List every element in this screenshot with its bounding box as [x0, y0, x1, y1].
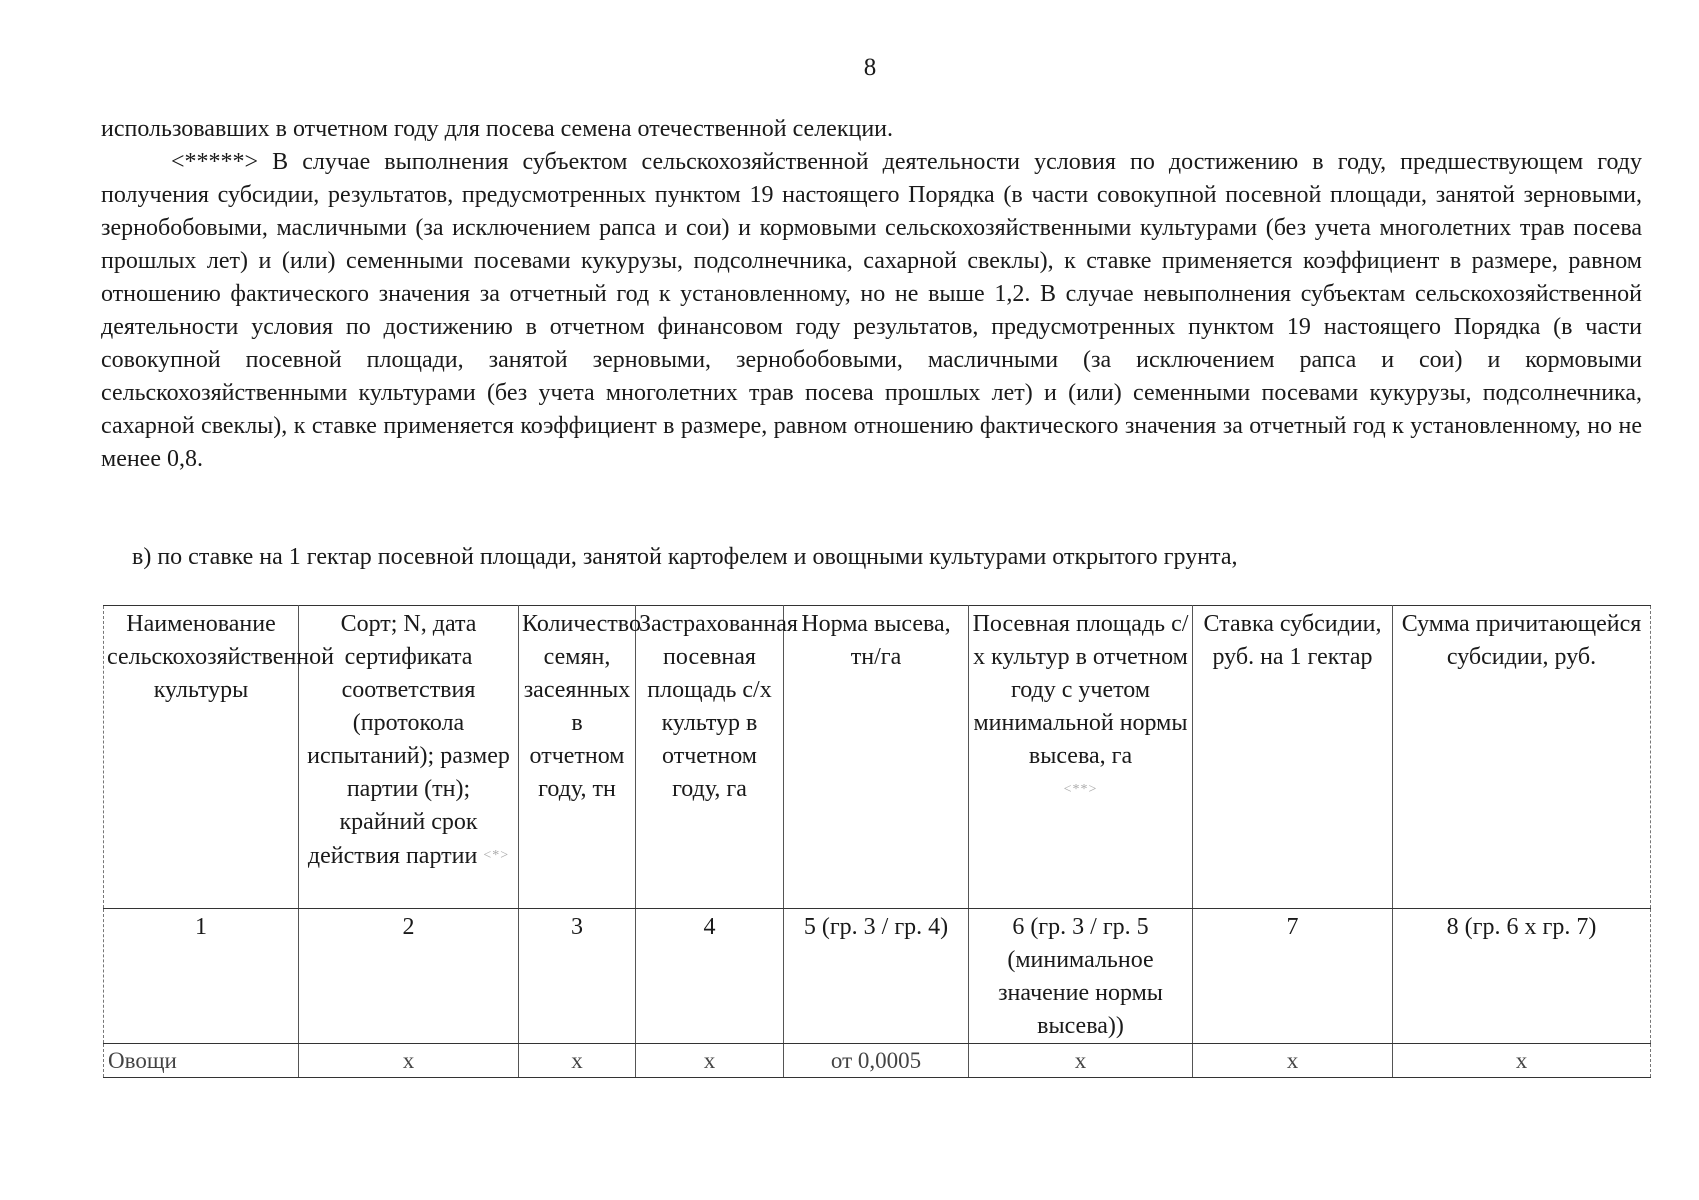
- column-numbers-row: [104, 909, 1651, 1044]
- header-subsidy-amount: Сумма причитающейся субсидии, руб.: [1393, 606, 1651, 909]
- header-subsidy-rate: Ставка субсидии, руб. на 1 гектар: [1193, 606, 1393, 909]
- paragraph-continuation: использовавших в отчетном году для посева семена отечественной селекции.: [101, 116, 894, 142]
- header-crop-name: Наименование сельскохозяйственной культуры: [104, 606, 299, 909]
- cell-variety: х: [299, 1044, 519, 1078]
- header-insured-area: Застрахованная посевная площадь с/х культур в отчетном году, га: [636, 606, 784, 909]
- footnote-mark: <*>: [483, 848, 510, 863]
- header-sown-area: Посевная площадь с/х культур в отчетном году с учетом минимальной нормы высева, га <**>: [969, 606, 1193, 909]
- header-variety: Сорт; N, дата сертификата соответствия (протокола испытаний); размер партии (тн); крайний срок действия партии <*>: [299, 606, 519, 909]
- column-number: 7: [1193, 909, 1393, 1044]
- column-number: 4: [636, 909, 784, 1044]
- table-header-row: [104, 606, 1651, 909]
- cell-seeding-rate: от 0,0005: [784, 1044, 969, 1078]
- table-row: [104, 1044, 1651, 1078]
- header-seeding-rate: Норма высева, тн/га: [784, 606, 969, 909]
- subsidy-table: [103, 605, 1651, 1078]
- cell-rate: х: [1193, 1044, 1393, 1078]
- column-number: 3: [519, 909, 636, 1044]
- cell-amount: х: [1393, 1044, 1651, 1078]
- column-number: 6 (гр. 3 / гр. 5 (минимальное значение нормы высева)): [969, 909, 1193, 1044]
- cell-seed-amount: х: [519, 1044, 636, 1078]
- header-seed-amount: Количество семян, засеянных в отчетном году, тн: [519, 606, 636, 909]
- page-number: 8: [863, 54, 877, 81]
- cell-insured-area: х: [636, 1044, 784, 1078]
- column-number: 8 (гр. 6 х гр. 7): [1393, 909, 1651, 1044]
- footnote-mark: <**>: [1063, 782, 1098, 797]
- paragraph-coefficient-footnote: <*****> В случае выполнения субъектом сельскохозяйственной деятельности условия по достижению в году, предшествующем году получения субсидии, результатов, предусмотренных пунктом 19 настоящего Порядка (в части совокупной посевной площади, занятой зерновыми, зернобобовыми, масличными (за исключением рапса и сои) и кормовыми сельскохозяйственными культурами (без учета многолетних трав посева прошлых лет) и (или) семенными посевами кукурузы, подсолнечника, сахарной свеклы), к ставке применяется коэффициент в размере, равном отношению фактического значения за отчетный год к установленному, но не выше 1,2. В случае невыполнения субъектам сельскохозяйственной деятельности условия по достижению в отчетном финансовом году результатов, предусмотренных пунктом 19 настоящего Порядка (в части совокупной посевной площади, занятой зерновыми, зернобобовыми, масличными (за исключением рапса и сои) и кормовыми сельскохозяйственными культурами (без учета многолетних трав посева прошлых лет) и (или) семенными посевами кукурузы, подсолнечника, сахарной свеклы), к ставке применяется коэффициент в размере, равном отношению фактического значения за отчетный год к установленному, но не менее 0,8.: [101, 149, 1642, 472]
- column-number: 2: [299, 909, 519, 1044]
- cell-crop: Овощи: [104, 1044, 299, 1078]
- cell-sown-area: х: [969, 1044, 1193, 1078]
- paragraph-item-b: в) по ставке на 1 гектар посевной площади, занятой картофелем и овощными культурами открытого грунта,: [132, 544, 1238, 570]
- column-number: 1: [104, 909, 299, 1044]
- column-number: 5 (гр. 3 / гр. 4): [784, 909, 969, 1044]
